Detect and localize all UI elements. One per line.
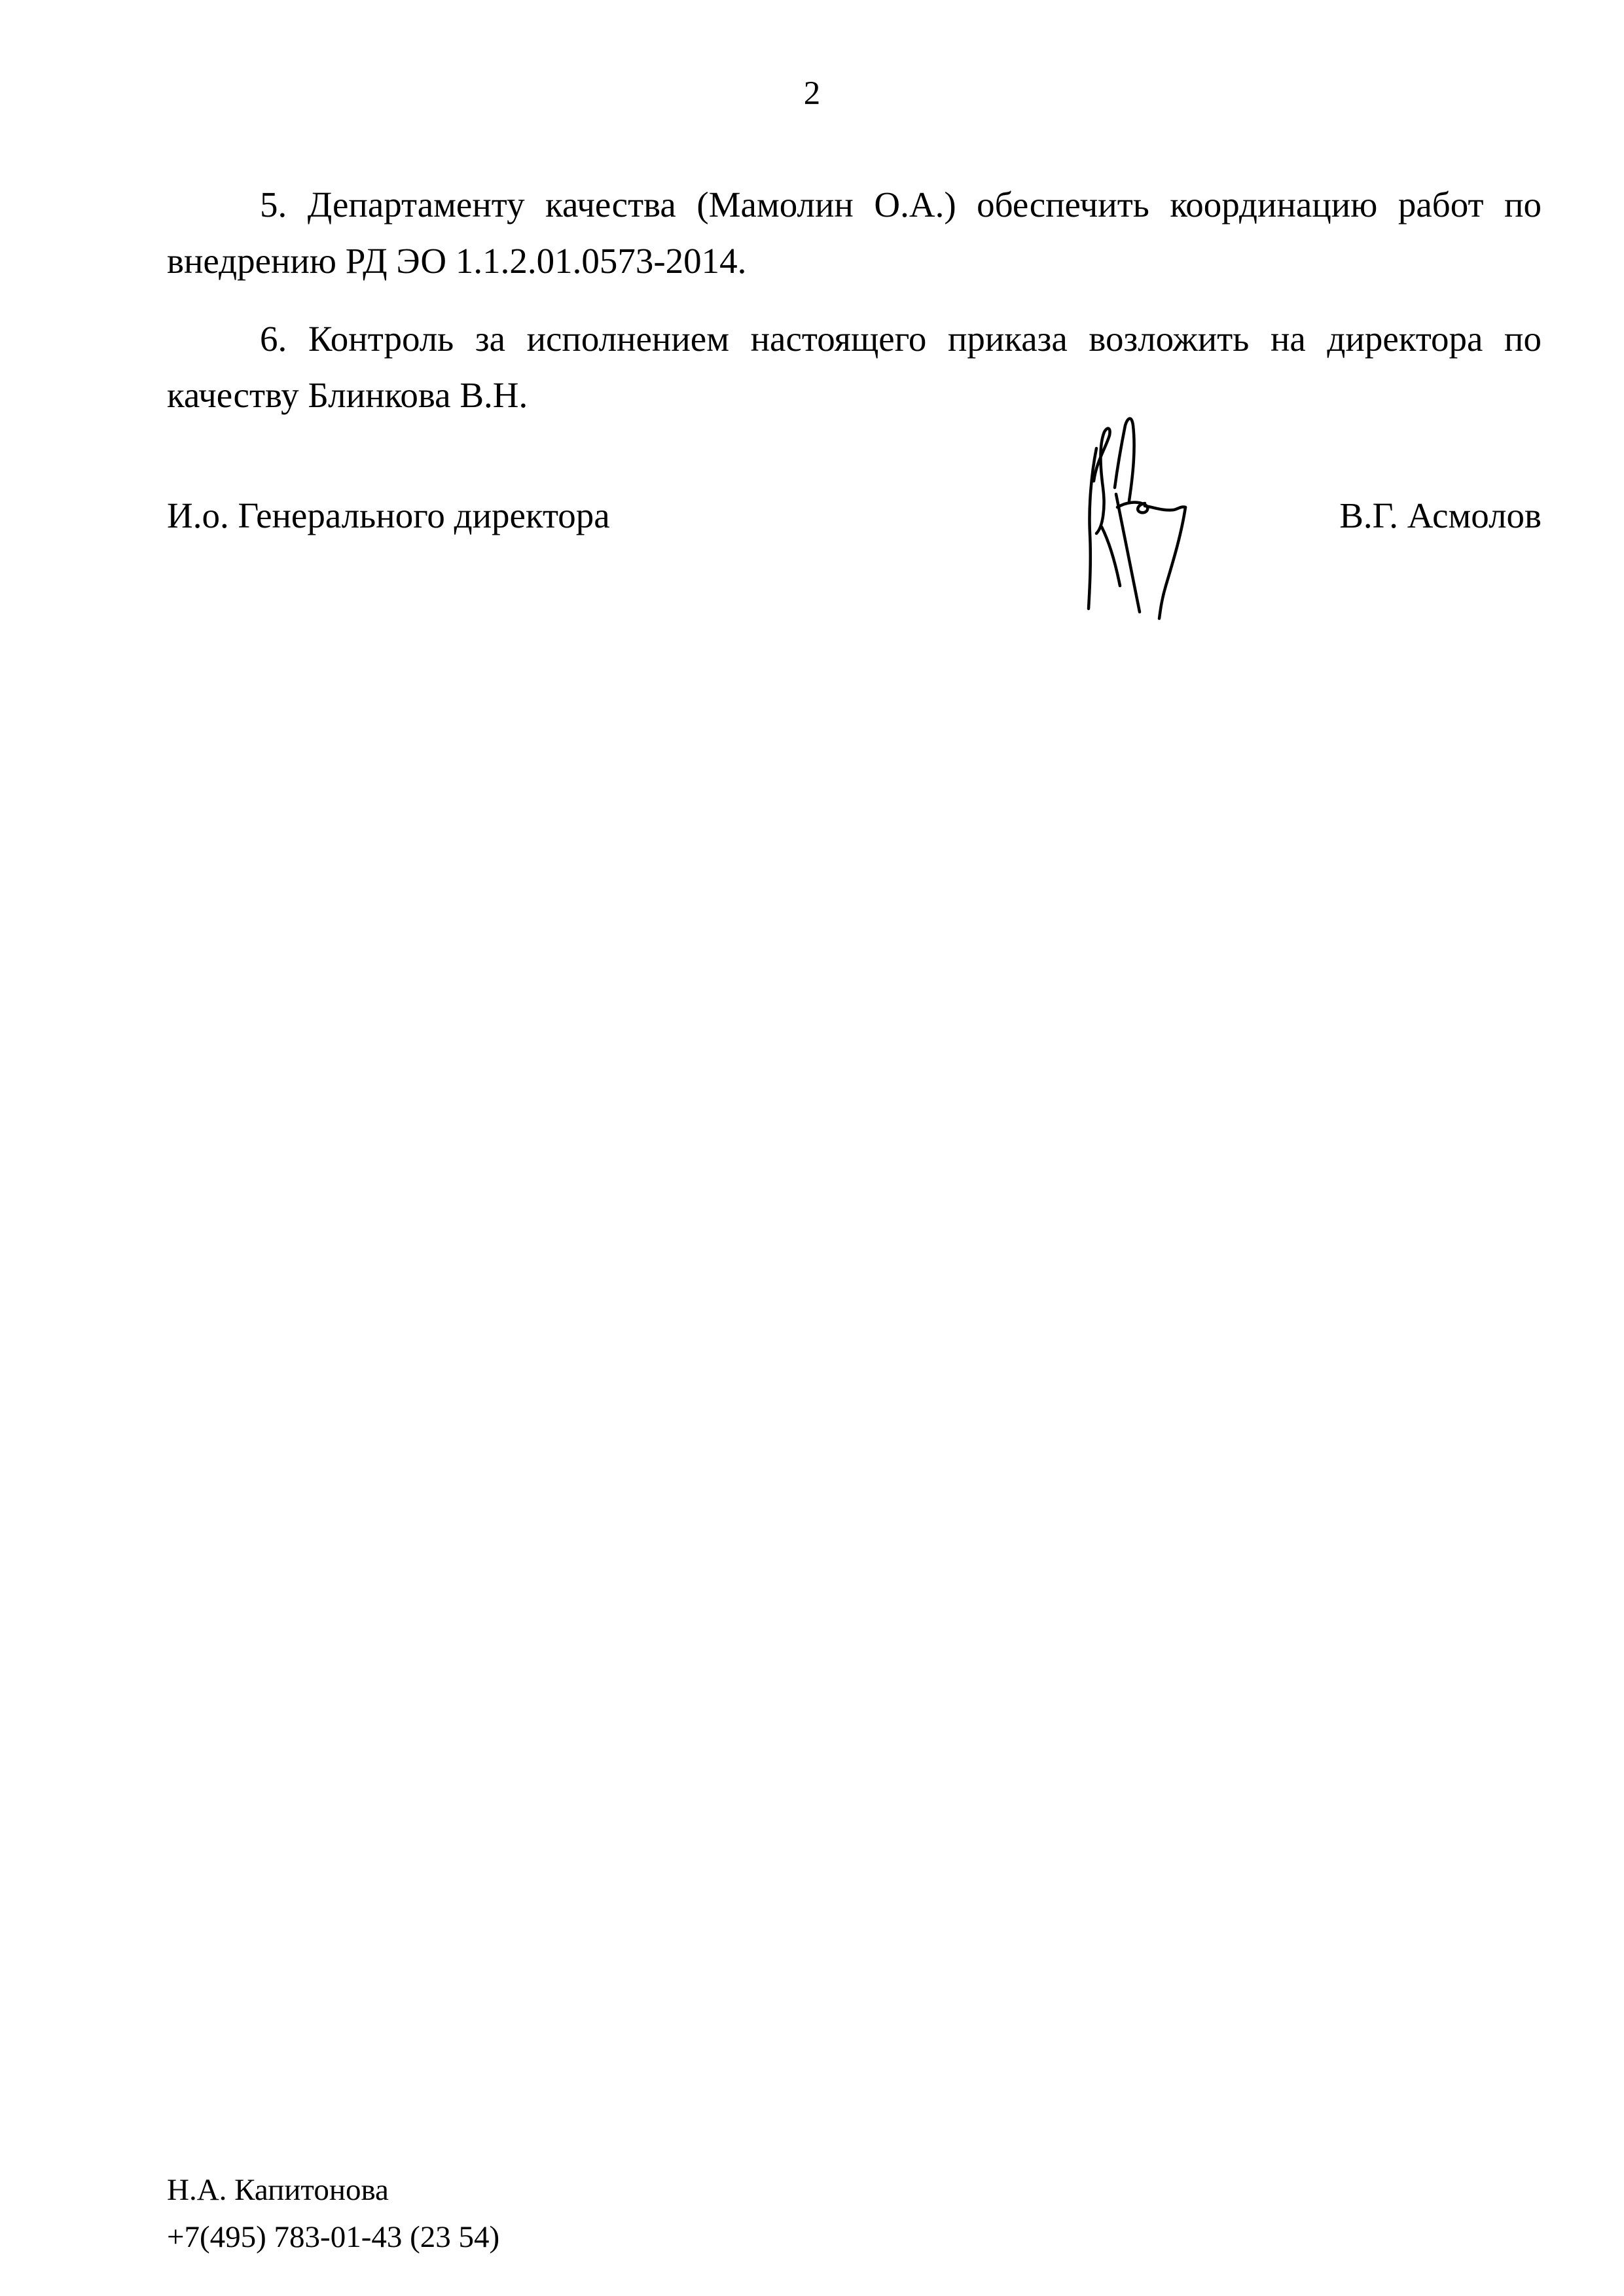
signature-block — [167, 488, 1542, 544]
paragraph-6: 6. Контроль за исполнением настоящего приказа возложить на директора по качеству Блинкова В.Н. — [167, 319, 1542, 415]
signer-title: И.о. Генерального директора — [167, 495, 610, 535]
executor-name: Н.А. Капитонова — [167, 2173, 389, 2207]
signer-name: В.Г. Асмолов — [1339, 495, 1542, 535]
paragraph-5: 5. Департаменту качества (Мамолин О.А.) обеспечить координацию работ по внедрению РД ЭО 1.1.2.01.0573-2014. — [167, 185, 1542, 281]
executor-info — [167, 2166, 499, 2261]
handwritten-signature — [1077, 409, 1247, 625]
page-number: 2 — [803, 75, 821, 112]
executor-phone: +7(495) 783-01-43 (23 54) — [167, 2220, 500, 2254]
